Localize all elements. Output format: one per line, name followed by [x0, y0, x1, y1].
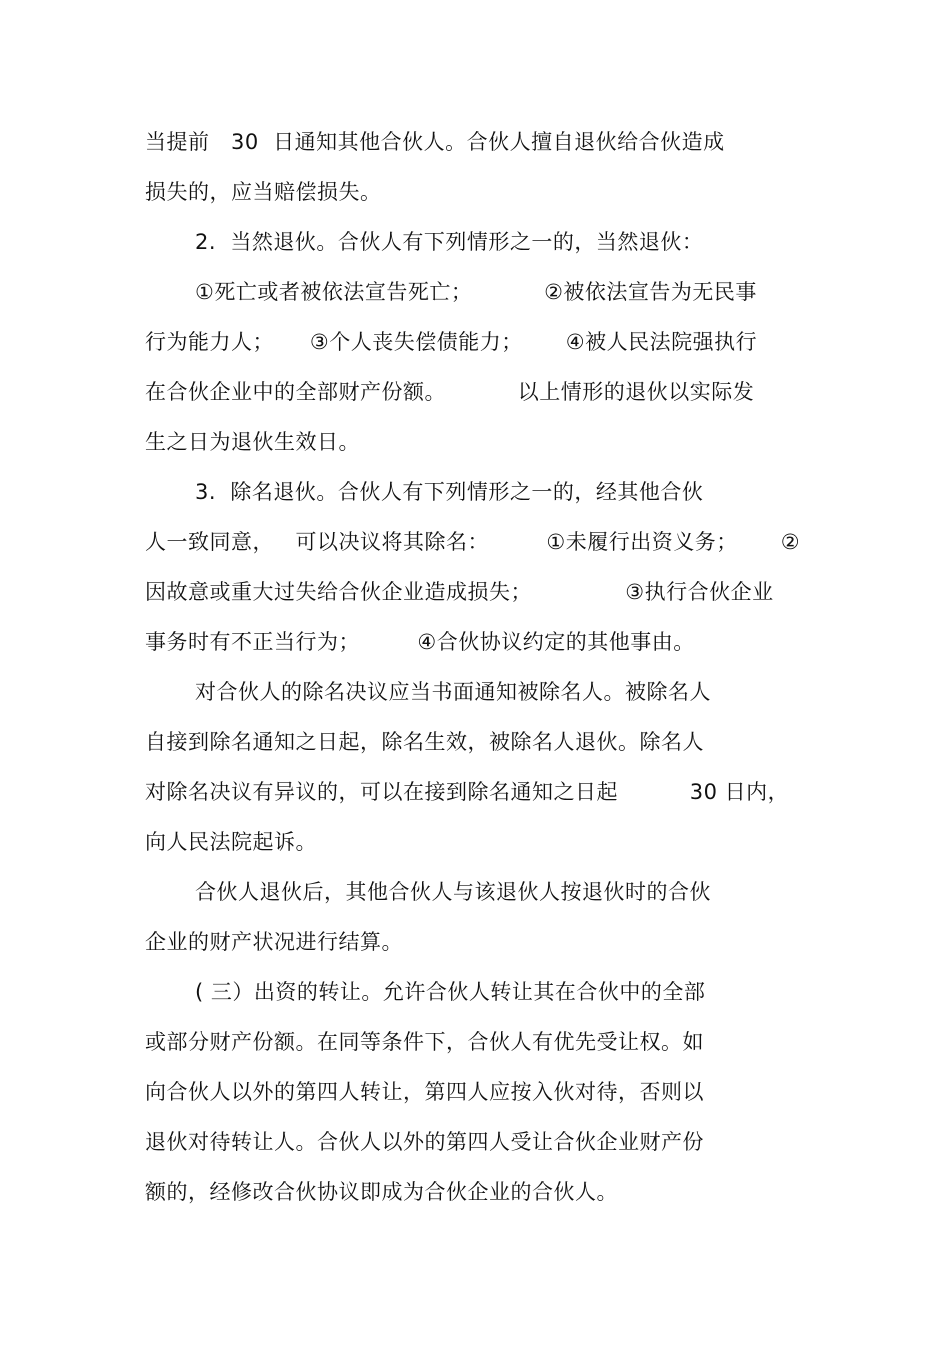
text-line: 损失的，应当赔偿损失。	[145, 180, 382, 204]
text-line: 退伙对待转让人。合伙人以外的第四人受让合伙企业财产份	[145, 1130, 704, 1154]
text-line: 对合伙人的除名决议应当书面通知被除名人。被除名人	[195, 680, 711, 704]
text-line: 因故意或重大过失给合伙企业造成损失； ③执行合伙企业	[145, 580, 774, 604]
text-line: 或部分财产份额。在同等条件下，合伙人有优先受让权。如	[145, 1030, 704, 1054]
text-line: 当提前 30 日通知其他合伙人。合伙人擅自退伙给合伙造成	[145, 130, 725, 154]
text-line: 企业的财产状况进行结算。	[145, 930, 403, 954]
text-line: 2. 当然退伙。合伙人有下列情形之一的，当然退伙：	[195, 230, 704, 254]
text-line: 人一致同意， 可以决议将其除名： ①未履行出资义务； ②	[145, 530, 801, 554]
text-line: 自接到除名通知之日起，除名生效，被除名人退伙。除名人	[145, 730, 704, 754]
text-line: 生之日为退伙生效日。	[145, 430, 360, 454]
text-line: 向合伙人以外的第四人转让，第四人应按入伙对待，否则以	[145, 1080, 704, 1104]
text-line: 在合伙企业中的全部财产份额。 以上情形的退伙以实际发	[145, 380, 755, 404]
text-line: 合伙人退伙后，其他合伙人与该退伙人按退伙时的合伙	[195, 880, 711, 904]
text-line: ( 三）出资的转让。允许合伙人转让其在合伙中的全部	[195, 980, 706, 1004]
text-line: 向人民法院起诉。	[145, 830, 317, 854]
text-line: 对除名决议有异议的，可以在接到除名通知之日起 30 日内，	[145, 780, 790, 804]
text-line: 额的，经修改合伙协议即成为合伙企业的合伙人。	[145, 1180, 618, 1204]
text-line: 事务时有不正当行为； ④合伙协议约定的其他事由。	[145, 630, 695, 654]
text-line: 3. 除名退伙。合伙人有下列情形之一的，经其他合伙	[195, 480, 704, 504]
text-line: 行为能力人； ③个人丧失偿债能力； ④被人民法院强执行	[145, 330, 758, 354]
text-line: ①死亡或者被依法宣告死亡； ②被依法宣告为无民事	[195, 280, 757, 304]
